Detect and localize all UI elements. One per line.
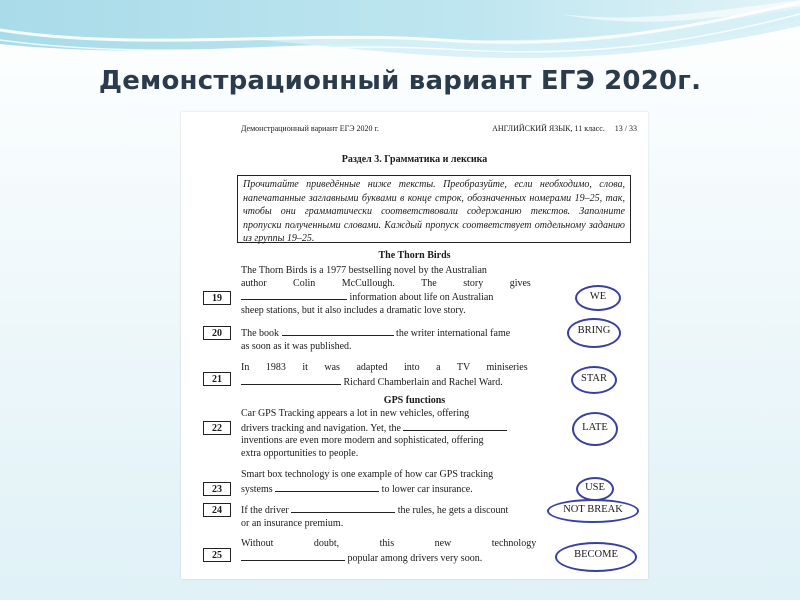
task-text: In 1983 it was adapted into a TV miniseries Richard Chamberlain and Rachel Ward. (241, 362, 528, 388)
source-word: STAR (581, 373, 607, 384)
task-text: If the driver the rules, he gets a discount or an insurance premium. (241, 505, 509, 529)
source-word: LATE (582, 422, 608, 433)
answer-blank[interactable] (241, 375, 341, 385)
task-number-box: 19 (203, 291, 231, 305)
task-text: Smart box technology is one example of how car GPS tracking systems to lower car insurance. (241, 469, 494, 495)
task-text: The Thorn Birds is a 1977 bestselling novel by the Australian author Colin McCullough. The story gives information about life on Australian sheep stations, but it also includes a dramatic love story. (241, 265, 531, 316)
task-number-box: 21 (203, 372, 231, 386)
task-number-box: 20 (203, 326, 231, 340)
section-title: Раздел 3. Грамматика и лексика (341, 154, 488, 165)
answer-blank[interactable] (241, 290, 347, 300)
answer-blank[interactable] (241, 551, 345, 561)
text-title-thorn-birds: The Thorn Birds (378, 250, 451, 261)
slide-title: Демонстрационный вариант ЕГЭ 2020г. (98, 66, 702, 96)
source-word: NOT BREAK (563, 504, 623, 515)
task-number-box: 25 (203, 548, 231, 562)
document-header-title: Демонстрационный вариант ЕГЭ 2020 г. (241, 124, 379, 133)
task-number-box: 23 (203, 482, 231, 496)
answer-blank[interactable] (282, 326, 394, 336)
task-text: The book the writer international fame as soon as it was published. (241, 328, 511, 352)
page-number: 13 / 33 (614, 124, 637, 133)
source-word: BECOME (574, 549, 618, 560)
task-number-box: 24 (203, 503, 231, 517)
source-word: USE (585, 482, 605, 493)
task-number-box: 22 (203, 421, 231, 435)
document-header-subject: АНГЛИЙСКИЙ ЯЗЫК, 11 класс. 13 / 33 (492, 124, 637, 133)
instructions-box: Прочитайте приведённые ниже тексты. Преобразуйте, если необходимо, слова, напечатанные заглавными буквами в конце строк, обозначенных номерами 19–25, так, чтобы они грамматически соответствовали содержанию текстов. Заполните пропуски полученными словами. Каждый пропуск соответствует отдельному заданию из группы 19–25. (237, 175, 631, 243)
source-word: WE (589, 291, 607, 302)
answer-blank[interactable] (275, 482, 379, 492)
task-text: Without doubt, this new technology popular among drivers very soon. (241, 538, 537, 564)
document-header (241, 124, 637, 133)
answer-blank[interactable] (403, 421, 507, 431)
task-text: Car GPS Tracking appears a lot in new vehicles, offering drivers tracking and navigation. Yet, the inventions are even more modern and sophisticated, offering extra opportunities to people. (241, 408, 543, 460)
answer-blank[interactable] (291, 503, 395, 513)
text-title-gps-functions: GPS functions (383, 395, 446, 406)
source-word: BRING (577, 325, 611, 336)
exam-document-page (181, 112, 648, 579)
